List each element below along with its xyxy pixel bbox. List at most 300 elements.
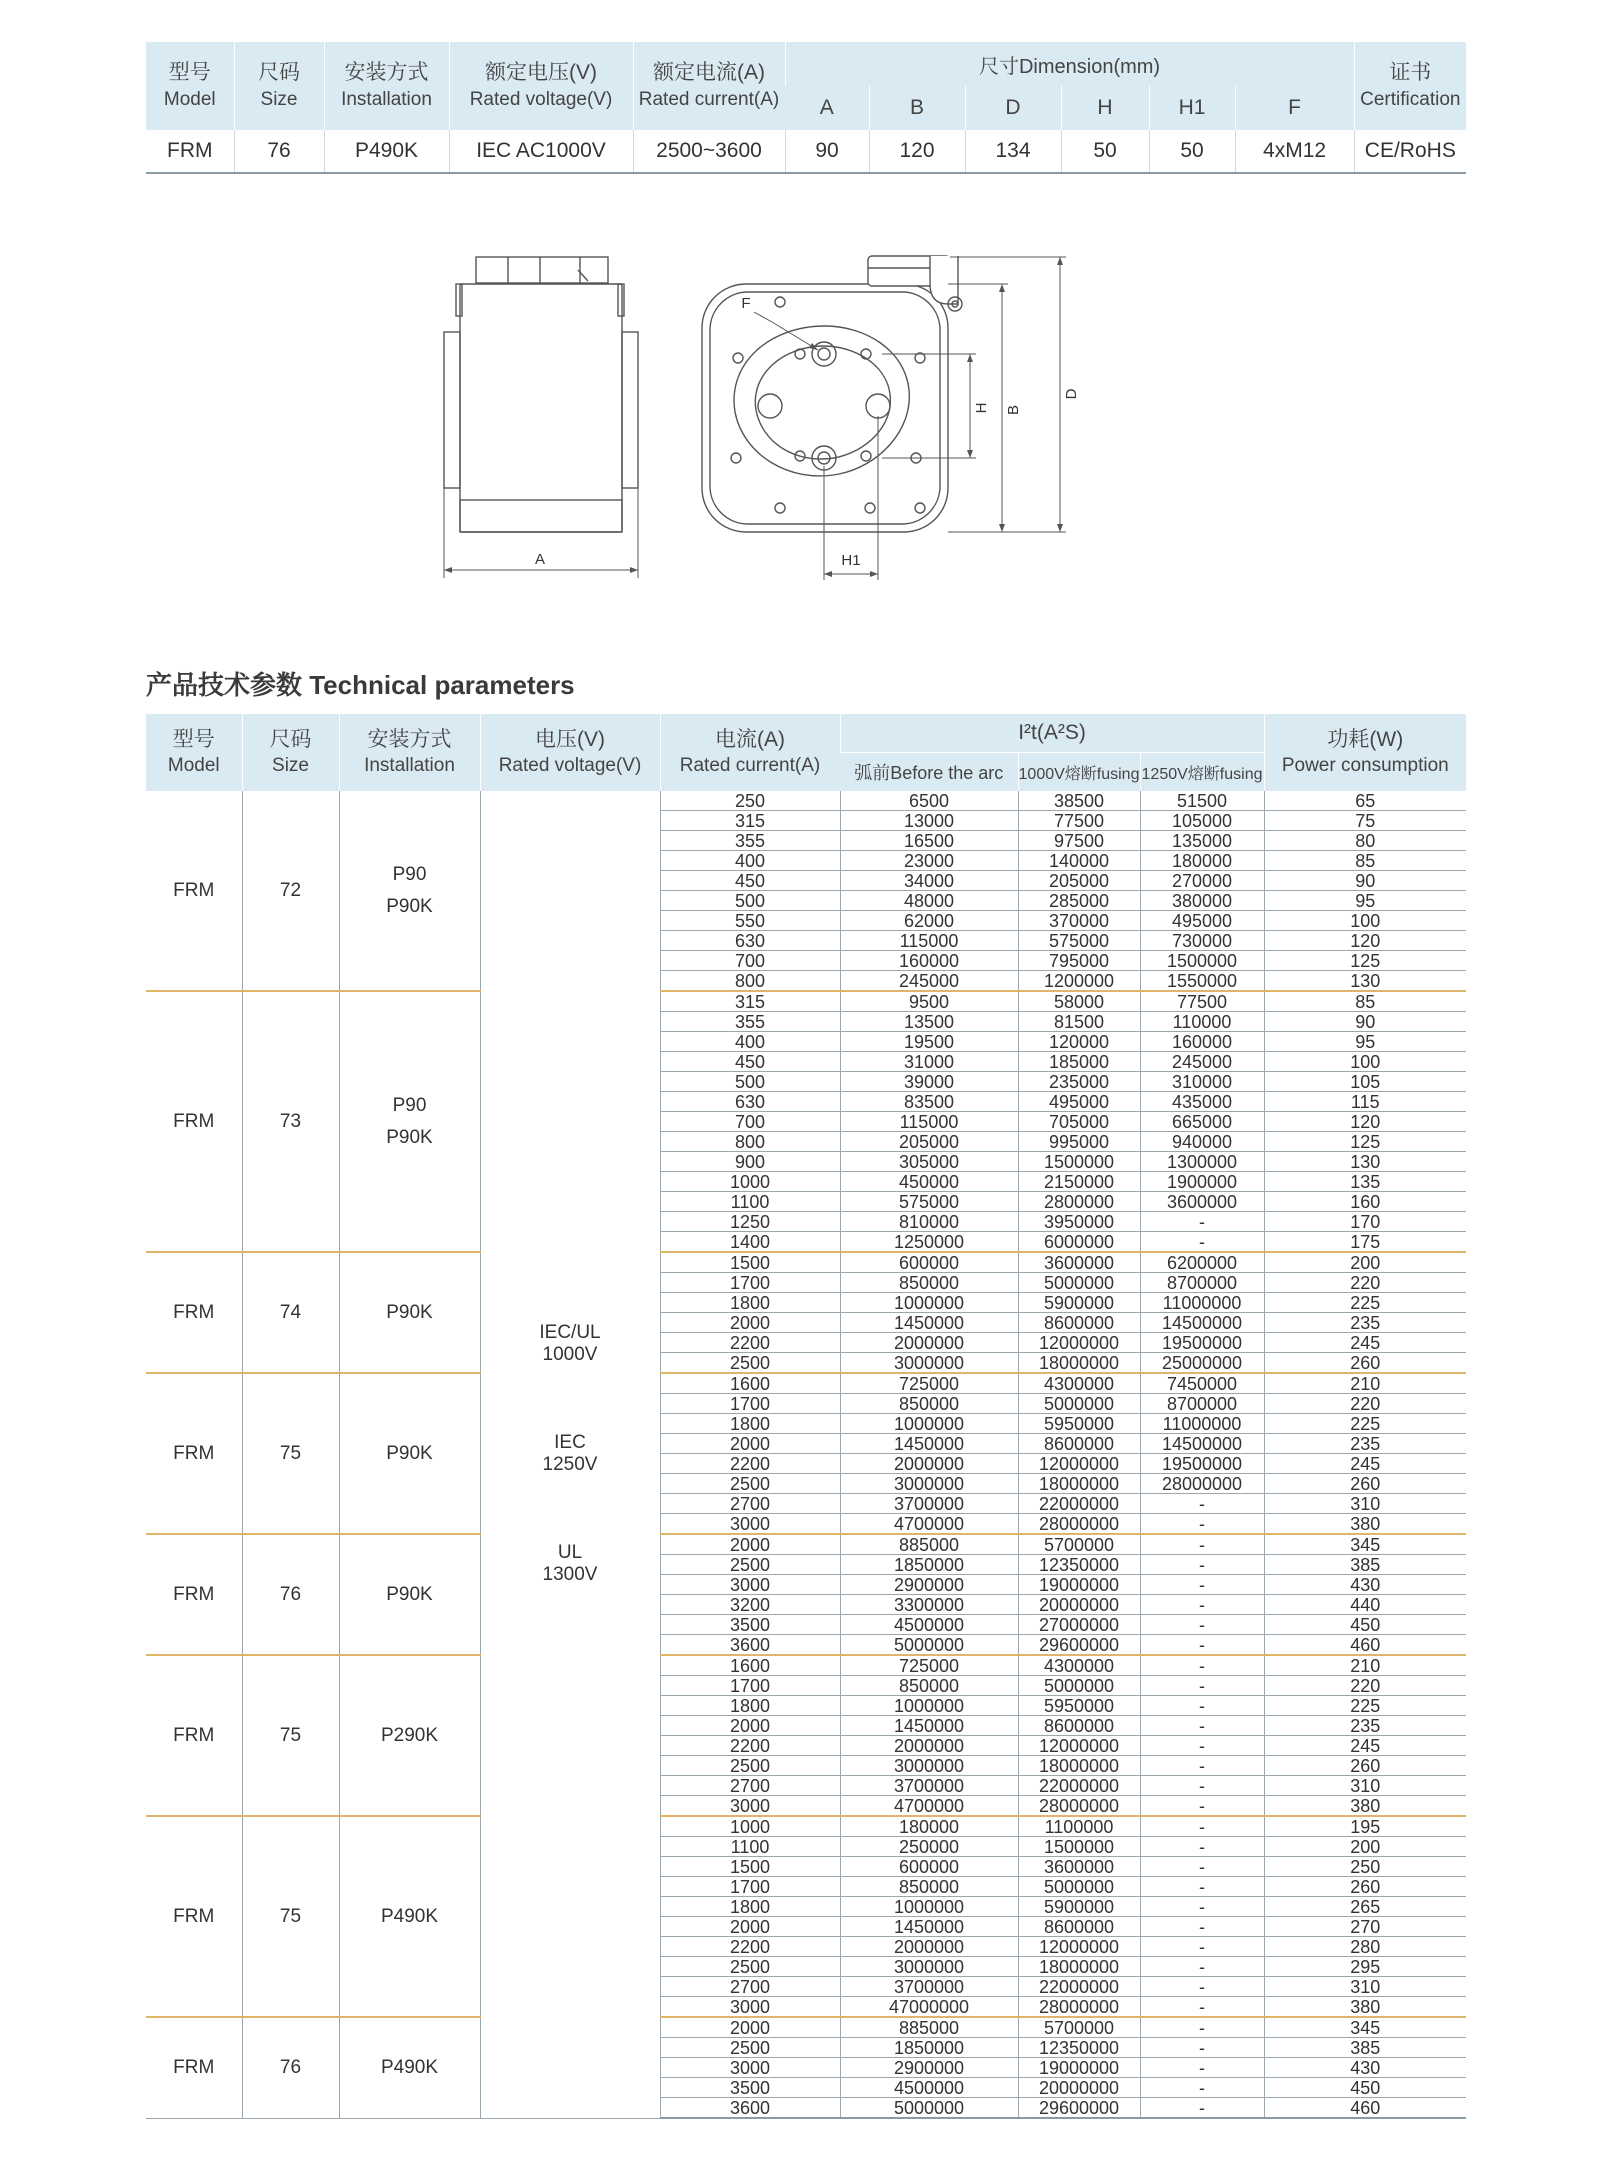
fusing-1250v-cell: 310000 — [1140, 1072, 1264, 1092]
technical-parameters-body — [146, 791, 1466, 2118]
spec-header-voltage: 额定电压(V) Rated voltage(V) — [449, 42, 633, 130]
installation-cell: P490K — [339, 2017, 480, 2118]
fusing-1250v-cell: - — [1140, 1494, 1264, 1514]
power-cell: 260 — [1264, 1353, 1466, 1374]
current-cell: 630 — [660, 931, 840, 951]
power-cell: 270 — [1264, 1917, 1466, 1937]
size-cell: 76 — [242, 1534, 339, 1655]
fusing-1250v-cell: 25000000 — [1140, 1353, 1264, 1374]
before-arc-cell: 4700000 — [840, 1514, 1018, 1535]
side-view — [444, 257, 638, 578]
technical-parameters-table — [146, 714, 1466, 2119]
fusing-1000v-cell: 5000000 — [1018, 1273, 1140, 1293]
before-arc-cell: 885000 — [840, 1534, 1018, 1555]
power-cell: 235 — [1264, 1716, 1466, 1736]
power-cell: 115 — [1264, 1092, 1466, 1112]
power-cell: 95 — [1264, 1032, 1466, 1052]
fusing-1250v-cell: - — [1140, 1212, 1264, 1232]
before-arc-cell: 2000000 — [840, 1736, 1018, 1756]
before-arc-cell: 250000 — [840, 1837, 1018, 1857]
before-arc-cell: 245000 — [840, 971, 1018, 992]
fusing-1000v-cell: 12350000 — [1018, 1555, 1140, 1575]
power-cell: 200 — [1264, 1252, 1466, 1273]
before-arc-cell: 575000 — [840, 1192, 1018, 1212]
before-arc-cell: 83500 — [840, 1092, 1018, 1112]
fusing-1000v-cell: 58000 — [1018, 991, 1140, 1012]
model-cell: FRM — [146, 1252, 242, 1373]
fusing-1250v-cell: - — [1140, 1615, 1264, 1635]
before-arc-cell: 48000 — [840, 891, 1018, 911]
fusing-1250v-cell: 19500000 — [1140, 1454, 1264, 1474]
power-cell: 385 — [1264, 2038, 1466, 2058]
spec-header-dim-h: H — [1061, 86, 1149, 130]
fusing-1250v-cell: 495000 — [1140, 911, 1264, 931]
current-cell: 1600 — [660, 1373, 840, 1394]
before-arc-cell: 725000 — [840, 1655, 1018, 1676]
current-cell: 2000 — [660, 1534, 840, 1555]
fusing-1000v-cell: 12000000 — [1018, 1333, 1140, 1353]
power-cell: 120 — [1264, 1112, 1466, 1132]
installation-cell: P90K — [339, 1252, 480, 1373]
before-arc-cell: 305000 — [840, 1152, 1018, 1172]
before-arc-cell: 23000 — [840, 851, 1018, 871]
fusing-1000v-cell: 1200000 — [1018, 971, 1140, 992]
current-cell: 1400 — [660, 1232, 840, 1253]
dim-label-h: H — [973, 402, 990, 414]
before-arc-cell: 4500000 — [840, 2078, 1018, 2098]
fusing-1250v-cell: - — [1140, 1514, 1264, 1535]
before-arc-cell: 2900000 — [840, 1575, 1018, 1595]
current-cell: 3000 — [660, 1575, 840, 1595]
power-cell: 95 — [1264, 891, 1466, 911]
fusing-1250v-cell: - — [1140, 1655, 1264, 1676]
fusing-1000v-cell: 38500 — [1018, 791, 1140, 811]
fusing-1250v-cell: - — [1140, 1696, 1264, 1716]
before-arc-cell: 13500 — [840, 1012, 1018, 1032]
tech-header-i2t: I²t(A²S) — [840, 714, 1264, 753]
fusing-1000v-cell: 18000000 — [1018, 1756, 1140, 1776]
fuse-technical-drawing — [420, 240, 1180, 590]
fusing-1250v-cell: - — [1140, 1635, 1264, 1656]
fusing-1000v-cell: 20000000 — [1018, 2078, 1140, 2098]
fusing-1250v-cell: 6200000 — [1140, 1252, 1264, 1273]
power-cell: 225 — [1264, 1414, 1466, 1434]
before-arc-cell: 1000000 — [840, 1696, 1018, 1716]
spec-cell: 50 — [1149, 130, 1235, 173]
fusing-1000v-cell: 28000000 — [1018, 1796, 1140, 1817]
current-cell: 3500 — [660, 2078, 840, 2098]
current-cell: 3000 — [660, 1514, 840, 1535]
power-cell: 125 — [1264, 951, 1466, 971]
before-arc-cell: 13000 — [840, 811, 1018, 831]
power-cell: 225 — [1264, 1696, 1466, 1716]
fusing-1000v-cell: 4300000 — [1018, 1373, 1140, 1394]
power-cell: 460 — [1264, 1635, 1466, 1656]
power-cell: 385 — [1264, 1555, 1466, 1575]
power-cell: 65 — [1264, 791, 1466, 811]
fusing-1000v-cell: 4300000 — [1018, 1655, 1140, 1676]
power-cell: 245 — [1264, 1333, 1466, 1353]
fusing-1250v-cell: - — [1140, 1595, 1264, 1615]
fusing-1000v-cell: 140000 — [1018, 851, 1140, 871]
fusing-1250v-cell: - — [1140, 1232, 1264, 1253]
fusing-1250v-cell: - — [1140, 1776, 1264, 1796]
size-cell: 75 — [242, 1816, 339, 2017]
fusing-1000v-cell: 5900000 — [1018, 1897, 1140, 1917]
size-cell: 74 — [242, 1252, 339, 1373]
power-cell: 380 — [1264, 1796, 1466, 1817]
fusing-1000v-cell: 285000 — [1018, 891, 1140, 911]
table-row — [146, 991, 1466, 1012]
current-cell: 2200 — [660, 1454, 840, 1474]
fusing-1000v-cell: 495000 — [1018, 1092, 1140, 1112]
fusing-1000v-cell: 5700000 — [1018, 2017, 1140, 2038]
fusing-1250v-cell: - — [1140, 1957, 1264, 1977]
before-arc-cell: 810000 — [840, 1212, 1018, 1232]
dim-label-h1: H1 — [841, 552, 861, 569]
before-arc-cell: 1850000 — [840, 2038, 1018, 2058]
fusing-1250v-cell: - — [1140, 1837, 1264, 1857]
fusing-1250v-cell: 11000000 — [1140, 1293, 1264, 1313]
before-arc-cell: 885000 — [840, 2017, 1018, 2038]
before-arc-cell: 3000000 — [840, 1756, 1018, 1776]
current-cell: 315 — [660, 811, 840, 831]
spec-cell: CE/RoHS — [1354, 130, 1466, 173]
current-cell: 2200 — [660, 1333, 840, 1353]
spec-cell: 4xM12 — [1235, 130, 1354, 173]
power-cell: 250 — [1264, 1857, 1466, 1877]
fusing-1250v-cell: - — [1140, 2017, 1264, 2038]
before-arc-cell: 62000 — [840, 911, 1018, 931]
table-row — [146, 1534, 1466, 1555]
current-cell: 1100 — [660, 1192, 840, 1212]
current-cell: 2000 — [660, 1434, 840, 1454]
before-arc-cell: 1450000 — [840, 1917, 1018, 1937]
fusing-1250v-cell: 105000 — [1140, 811, 1264, 831]
fusing-1000v-cell: 5950000 — [1018, 1696, 1140, 1716]
before-arc-cell: 3700000 — [840, 1494, 1018, 1514]
fusing-1250v-cell: - — [1140, 1937, 1264, 1957]
fusing-1250v-cell: - — [1140, 1736, 1264, 1756]
power-cell: 85 — [1264, 851, 1466, 871]
current-cell: 3000 — [660, 1796, 840, 1817]
before-arc-cell: 19500 — [840, 1032, 1018, 1052]
fusing-1250v-cell: - — [1140, 1897, 1264, 1917]
tech-header-installation: 安装方式 Installation — [339, 714, 480, 791]
before-arc-cell: 1450000 — [840, 1434, 1018, 1454]
power-cell: 170 — [1264, 1212, 1466, 1232]
power-cell: 430 — [1264, 2058, 1466, 2078]
power-cell: 210 — [1264, 1655, 1466, 1676]
power-cell: 220 — [1264, 1676, 1466, 1696]
fusing-1250v-cell: - — [1140, 1716, 1264, 1736]
fusing-1000v-cell: 12000000 — [1018, 1736, 1140, 1756]
before-arc-cell: 850000 — [840, 1394, 1018, 1414]
before-arc-cell: 3700000 — [840, 1776, 1018, 1796]
fusing-1000v-cell: 3600000 — [1018, 1857, 1140, 1877]
fusing-1250v-cell: - — [1140, 1555, 1264, 1575]
current-cell: 400 — [660, 851, 840, 871]
fusing-1250v-cell: 14500000 — [1140, 1313, 1264, 1333]
spec-cell: P490K — [324, 130, 449, 173]
fusing-1250v-cell: - — [1140, 2078, 1264, 2098]
spec-row — [146, 130, 1466, 173]
current-cell: 250 — [660, 791, 840, 811]
power-cell: 460 — [1264, 2098, 1466, 2119]
power-cell: 345 — [1264, 2017, 1466, 2038]
current-cell: 2700 — [660, 1494, 840, 1514]
current-cell: 1600 — [660, 1655, 840, 1676]
before-arc-cell: 1000000 — [840, 1897, 1018, 1917]
fusing-1250v-cell: 180000 — [1140, 851, 1264, 871]
before-arc-cell: 9500 — [840, 991, 1018, 1012]
fusing-1000v-cell: 5000000 — [1018, 1394, 1140, 1414]
fusing-1250v-cell: - — [1140, 1857, 1264, 1877]
current-cell: 2000 — [660, 1313, 840, 1333]
current-cell: 2000 — [660, 1917, 840, 1937]
fusing-1250v-cell: - — [1140, 1676, 1264, 1696]
current-cell: 3600 — [660, 2098, 840, 2119]
spec-header-size: 尺码 Size — [234, 42, 324, 130]
fusing-1000v-cell: 3950000 — [1018, 1212, 1140, 1232]
spec-header-dim-d: D — [965, 86, 1061, 130]
power-cell: 450 — [1264, 1615, 1466, 1635]
spec-table — [146, 42, 1466, 174]
current-cell: 800 — [660, 1132, 840, 1152]
power-cell: 310 — [1264, 1776, 1466, 1796]
before-arc-cell: 1450000 — [840, 1716, 1018, 1736]
spec-header-installation: 安装方式 Installation — [324, 42, 449, 130]
fusing-1250v-cell: 77500 — [1140, 991, 1264, 1012]
power-cell: 120 — [1264, 931, 1466, 951]
current-cell: 3000 — [660, 2058, 840, 2078]
current-cell: 1500 — [660, 1857, 840, 1877]
current-cell: 3000 — [660, 1997, 840, 2018]
current-cell: 1700 — [660, 1676, 840, 1696]
fusing-1000v-cell: 22000000 — [1018, 1776, 1140, 1796]
current-cell: 1250 — [660, 1212, 840, 1232]
before-arc-cell: 3700000 — [840, 1977, 1018, 1997]
model-cell: FRM — [146, 1655, 242, 1816]
fusing-1000v-cell: 3600000 — [1018, 1252, 1140, 1273]
fusing-1250v-cell: 1900000 — [1140, 1172, 1264, 1192]
dim-label-a: A — [534, 551, 546, 568]
current-cell: 1000 — [660, 1172, 840, 1192]
installation-cell: P290K — [339, 1655, 480, 1816]
spec-cell: 76 — [234, 130, 324, 173]
before-arc-cell: 850000 — [840, 1676, 1018, 1696]
size-cell: 75 — [242, 1655, 339, 1816]
current-cell: 1700 — [660, 1273, 840, 1293]
section-title: 产品技术参数 Technical parameters — [146, 670, 575, 700]
before-arc-cell: 2000000 — [840, 1454, 1018, 1474]
power-cell: 200 — [1264, 1837, 1466, 1857]
size-cell: 72 — [242, 791, 339, 991]
power-cell: 380 — [1264, 1514, 1466, 1535]
size-cell: 73 — [242, 991, 339, 1252]
fusing-1250v-cell: 110000 — [1140, 1012, 1264, 1032]
power-cell: 310 — [1264, 1977, 1466, 1997]
before-arc-cell: 2900000 — [840, 2058, 1018, 2078]
current-cell: 500 — [660, 1072, 840, 1092]
before-arc-cell: 205000 — [840, 1132, 1018, 1152]
fusing-1000v-cell: 370000 — [1018, 911, 1140, 931]
power-cell: 265 — [1264, 1897, 1466, 1917]
spec-header-dim-f: F — [1235, 86, 1354, 130]
size-cell: 76 — [242, 2017, 339, 2118]
fusing-1250v-cell: - — [1140, 1977, 1264, 1997]
fusing-1000v-cell: 8600000 — [1018, 1434, 1140, 1454]
power-cell: 100 — [1264, 911, 1466, 931]
before-arc-cell: 5000000 — [840, 1635, 1018, 1656]
fusing-1000v-cell: 235000 — [1018, 1072, 1140, 1092]
fusing-1000v-cell: 18000000 — [1018, 1957, 1140, 1977]
fusing-1250v-cell: 14500000 — [1140, 1434, 1264, 1454]
current-cell: 2000 — [660, 1716, 840, 1736]
power-cell: 210 — [1264, 1373, 1466, 1394]
dim-label-b: B — [1005, 404, 1022, 416]
model-cell: FRM — [146, 2017, 242, 2118]
fusing-1250v-cell: - — [1140, 1917, 1264, 1937]
before-arc-cell: 39000 — [840, 1072, 1018, 1092]
power-cell: 280 — [1264, 1937, 1466, 1957]
power-cell: 345 — [1264, 1534, 1466, 1555]
before-arc-cell: 3000000 — [840, 1474, 1018, 1494]
fusing-1000v-cell: 27000000 — [1018, 1615, 1140, 1635]
fusing-1250v-cell: 435000 — [1140, 1092, 1264, 1112]
power-cell: 130 — [1264, 971, 1466, 992]
fusing-1000v-cell: 8600000 — [1018, 1716, 1140, 1736]
fusing-1250v-cell: 1550000 — [1140, 971, 1264, 992]
fusing-1250v-cell: 730000 — [1140, 931, 1264, 951]
fusing-1000v-cell: 1500000 — [1018, 1837, 1140, 1857]
power-cell: 225 — [1264, 1293, 1466, 1313]
fusing-1250v-cell: 665000 — [1140, 1112, 1264, 1132]
before-arc-cell: 47000000 — [840, 1997, 1018, 2018]
fusing-1000v-cell: 20000000 — [1018, 1595, 1140, 1615]
spec-header-certification: 证书 Certification — [1354, 42, 1466, 130]
fusing-1000v-cell: 2150000 — [1018, 1172, 1140, 1192]
power-cell: 380 — [1264, 1997, 1466, 2018]
current-cell: 2200 — [660, 1736, 840, 1756]
current-cell: 3200 — [660, 1595, 840, 1615]
power-cell: 160 — [1264, 1192, 1466, 1212]
fusing-1000v-cell: 8600000 — [1018, 1313, 1140, 1333]
fusing-1000v-cell: 5950000 — [1018, 1414, 1140, 1434]
fusing-1000v-cell: 795000 — [1018, 951, 1140, 971]
fusing-1250v-cell: - — [1140, 1816, 1264, 1837]
power-cell: 80 — [1264, 831, 1466, 851]
before-arc-cell: 600000 — [840, 1252, 1018, 1273]
current-cell: 1100 — [660, 1837, 840, 1857]
current-cell: 450 — [660, 1052, 840, 1072]
fusing-1250v-cell: - — [1140, 2038, 1264, 2058]
fusing-1000v-cell: 705000 — [1018, 1112, 1140, 1132]
before-arc-cell: 725000 — [840, 1373, 1018, 1394]
fusing-1250v-cell: - — [1140, 2098, 1264, 2119]
model-cell: FRM — [146, 1373, 242, 1534]
current-cell: 2700 — [660, 1776, 840, 1796]
installation-cell: P490K — [339, 1816, 480, 2017]
fusing-1250v-cell: - — [1140, 1997, 1264, 2018]
table-row — [146, 1816, 1466, 1837]
fusing-1000v-cell: 22000000 — [1018, 1494, 1140, 1514]
before-arc-cell: 3000000 — [840, 1957, 1018, 1977]
current-cell: 1800 — [660, 1897, 840, 1917]
current-cell: 1700 — [660, 1394, 840, 1414]
current-cell: 500 — [660, 891, 840, 911]
fusing-1000v-cell: 575000 — [1018, 931, 1140, 951]
before-arc-cell: 180000 — [840, 1816, 1018, 1837]
fusing-1000v-cell: 995000 — [1018, 1132, 1140, 1152]
fusing-1000v-cell: 29600000 — [1018, 1635, 1140, 1656]
fusing-1000v-cell: 1100000 — [1018, 1816, 1140, 1837]
power-cell: 195 — [1264, 1816, 1466, 1837]
power-cell: 135 — [1264, 1172, 1466, 1192]
tech-header-1250v-fusing: 1250V熔断fusing — [1140, 753, 1264, 792]
spec-cell: 2500~3600 — [633, 130, 785, 173]
before-arc-cell: 34000 — [840, 871, 1018, 891]
current-cell: 2200 — [660, 1937, 840, 1957]
fusing-1250v-cell: - — [1140, 1756, 1264, 1776]
power-cell: 130 — [1264, 1152, 1466, 1172]
fusing-1000v-cell: 81500 — [1018, 1012, 1140, 1032]
fusing-1250v-cell: 1500000 — [1140, 951, 1264, 971]
before-arc-cell: 450000 — [840, 1172, 1018, 1192]
before-arc-cell: 2000000 — [840, 1333, 1018, 1353]
fusing-1000v-cell: 5000000 — [1018, 1676, 1140, 1696]
spec-header-model: 型号 Model — [146, 42, 234, 130]
fusing-1000v-cell: 18000000 — [1018, 1474, 1140, 1494]
fusing-1250v-cell: 245000 — [1140, 1052, 1264, 1072]
fusing-1250v-cell: - — [1140, 1796, 1264, 1817]
model-cell: FRM — [146, 991, 242, 1252]
before-arc-cell: 4500000 — [840, 1615, 1018, 1635]
current-cell: 1800 — [660, 1293, 840, 1313]
power-cell: 75 — [1264, 811, 1466, 831]
before-arc-cell: 5000000 — [840, 2098, 1018, 2119]
fusing-1000v-cell: 12000000 — [1018, 1937, 1140, 1957]
tech-header-power: 功耗(W) Power consumption — [1264, 714, 1466, 791]
fusing-1250v-cell: 8700000 — [1140, 1273, 1264, 1293]
power-cell: 260 — [1264, 1756, 1466, 1776]
spec-cell: FRM — [146, 130, 234, 173]
before-arc-cell: 1850000 — [840, 1555, 1018, 1575]
fusing-1250v-cell: 19500000 — [1140, 1333, 1264, 1353]
size-cell: 75 — [242, 1373, 339, 1534]
fusing-1000v-cell: 97500 — [1018, 831, 1140, 851]
current-cell: 1800 — [660, 1414, 840, 1434]
fusing-1000v-cell: 77500 — [1018, 811, 1140, 831]
spec-cell: 90 — [785, 130, 869, 173]
installation-cell: P90K — [339, 1534, 480, 1655]
power-cell: 440 — [1264, 1595, 1466, 1615]
fusing-1000v-cell: 22000000 — [1018, 1977, 1140, 1997]
before-arc-cell: 850000 — [840, 1877, 1018, 1897]
fusing-1000v-cell: 12000000 — [1018, 1454, 1140, 1474]
tech-header-size: 尺码 Size — [242, 714, 339, 791]
power-cell: 310 — [1264, 1494, 1466, 1514]
fusing-1000v-cell: 205000 — [1018, 871, 1140, 891]
before-arc-cell: 6500 — [840, 791, 1018, 811]
power-cell: 220 — [1264, 1273, 1466, 1293]
before-arc-cell: 16500 — [840, 831, 1018, 851]
table-row — [146, 1252, 1466, 1273]
power-cell: 260 — [1264, 1474, 1466, 1494]
fusing-1000v-cell: 8600000 — [1018, 1917, 1140, 1937]
table-row — [146, 1373, 1466, 1394]
fusing-1250v-cell: - — [1140, 1575, 1264, 1595]
